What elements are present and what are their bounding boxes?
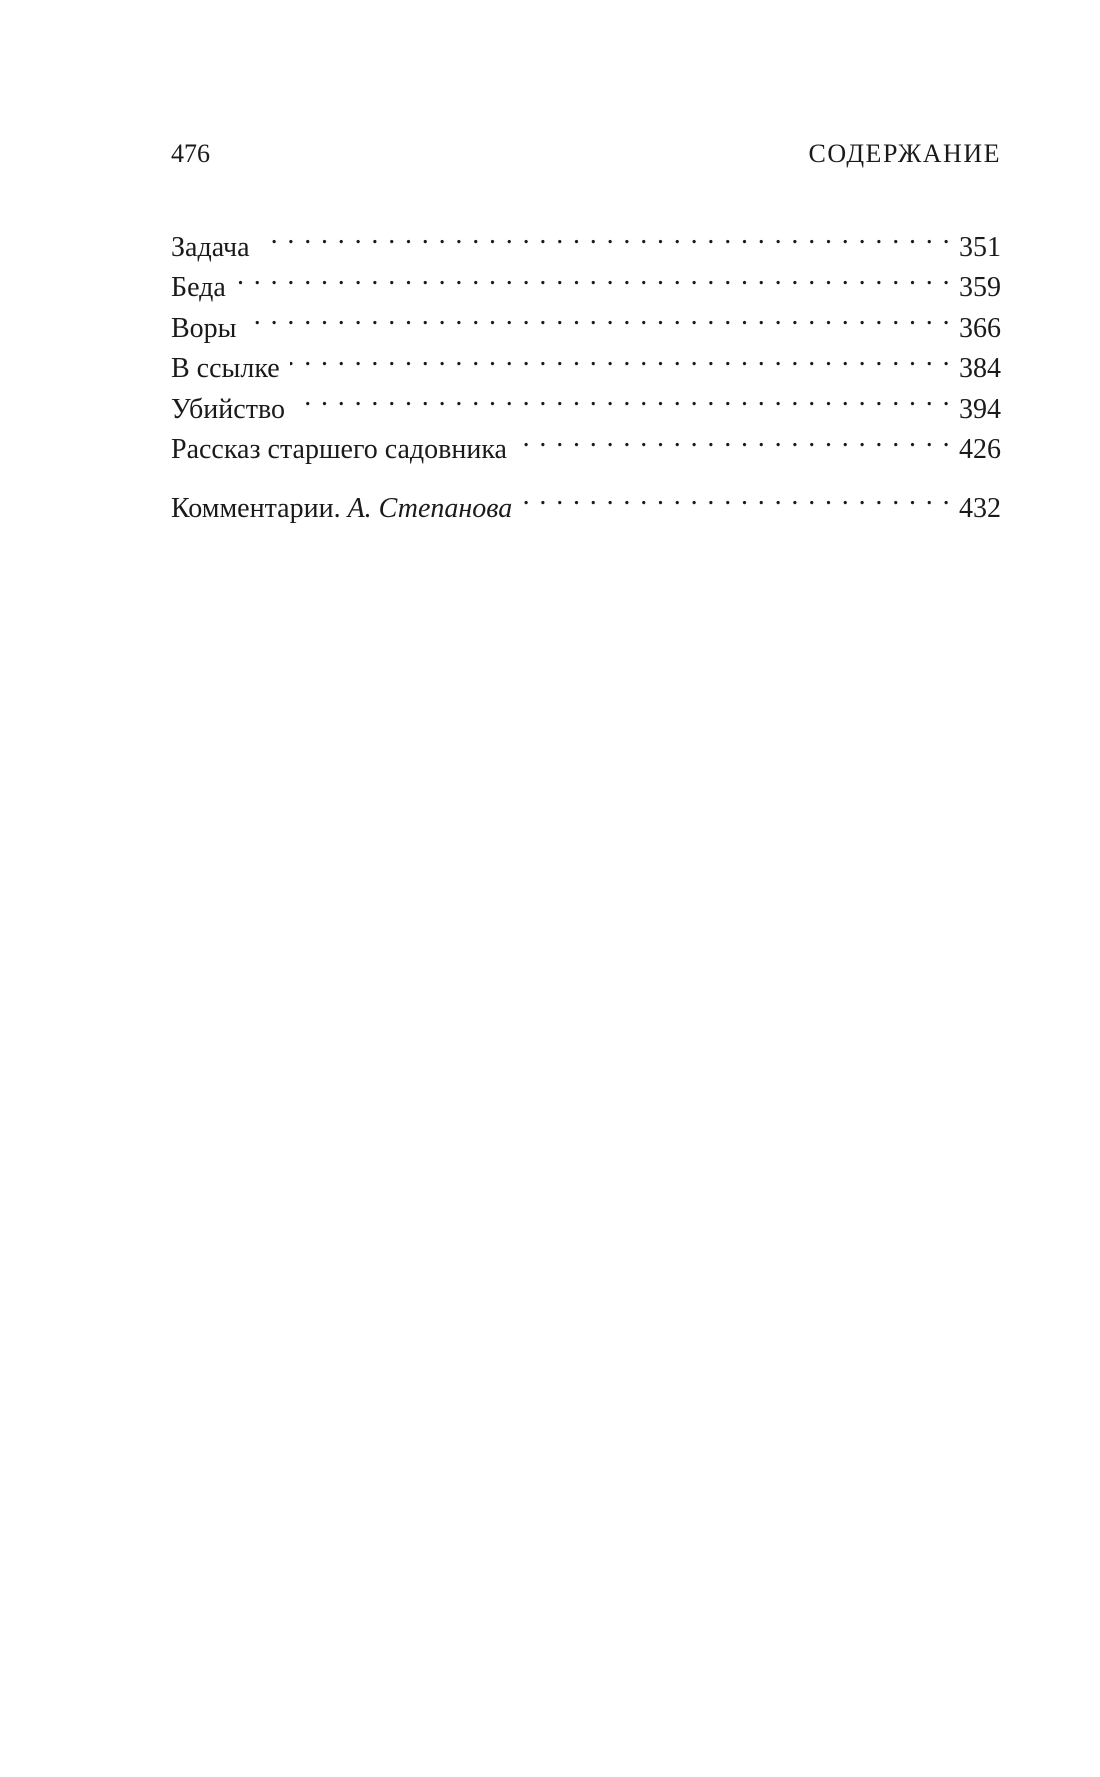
toc-entry-title: Беда — [171, 272, 226, 303]
toc-entry-author: А. Степанова — [347, 492, 513, 524]
toc-entry — [171, 337, 1001, 384]
dot-leader — [247, 296, 952, 337]
toc-entry-page: 366 — [959, 312, 1001, 344]
toc-entry-title: Убийство — [171, 393, 285, 425]
dot-leader — [295, 377, 951, 418]
toc-entry-page: 384 — [959, 353, 1001, 384]
page-number: 476 — [171, 139, 210, 168]
toc-entry-page: 351 — [959, 231, 1001, 263]
toc-entry-title-text: Комментарии. — [171, 492, 341, 524]
toc-entry-title: Воры — [171, 312, 237, 344]
toc-entry-title: В ссылке — [171, 353, 280, 384]
table-of-contents — [171, 215, 1001, 524]
toc-entry-page: 426 — [959, 434, 1001, 465]
toc-entry-page: 432 — [959, 492, 1001, 524]
dot-leader — [260, 215, 951, 256]
section-title: СОДЕРЖАНИЕ — [808, 139, 1001, 168]
toc-entry-title — [171, 489, 512, 530]
dot-leader — [517, 418, 951, 459]
toc-entry-page: 394 — [959, 393, 1001, 425]
toc-entry-title: Задача — [171, 231, 250, 263]
toc-entry-page: 359 — [959, 272, 1001, 303]
toc-entry-title: Рассказ старшего садовника — [171, 434, 507, 465]
toc-entry — [171, 256, 1001, 303]
toc-entry — [171, 296, 1001, 344]
toc-entry — [171, 418, 1001, 465]
dot-leader — [236, 256, 951, 297]
dot-leader — [522, 476, 951, 517]
toc-entry — [171, 377, 1001, 425]
toc-entry-commentary — [171, 476, 1001, 524]
running-head — [171, 136, 1001, 172]
toc-entry — [171, 215, 1001, 263]
dot-leader — [290, 337, 951, 378]
